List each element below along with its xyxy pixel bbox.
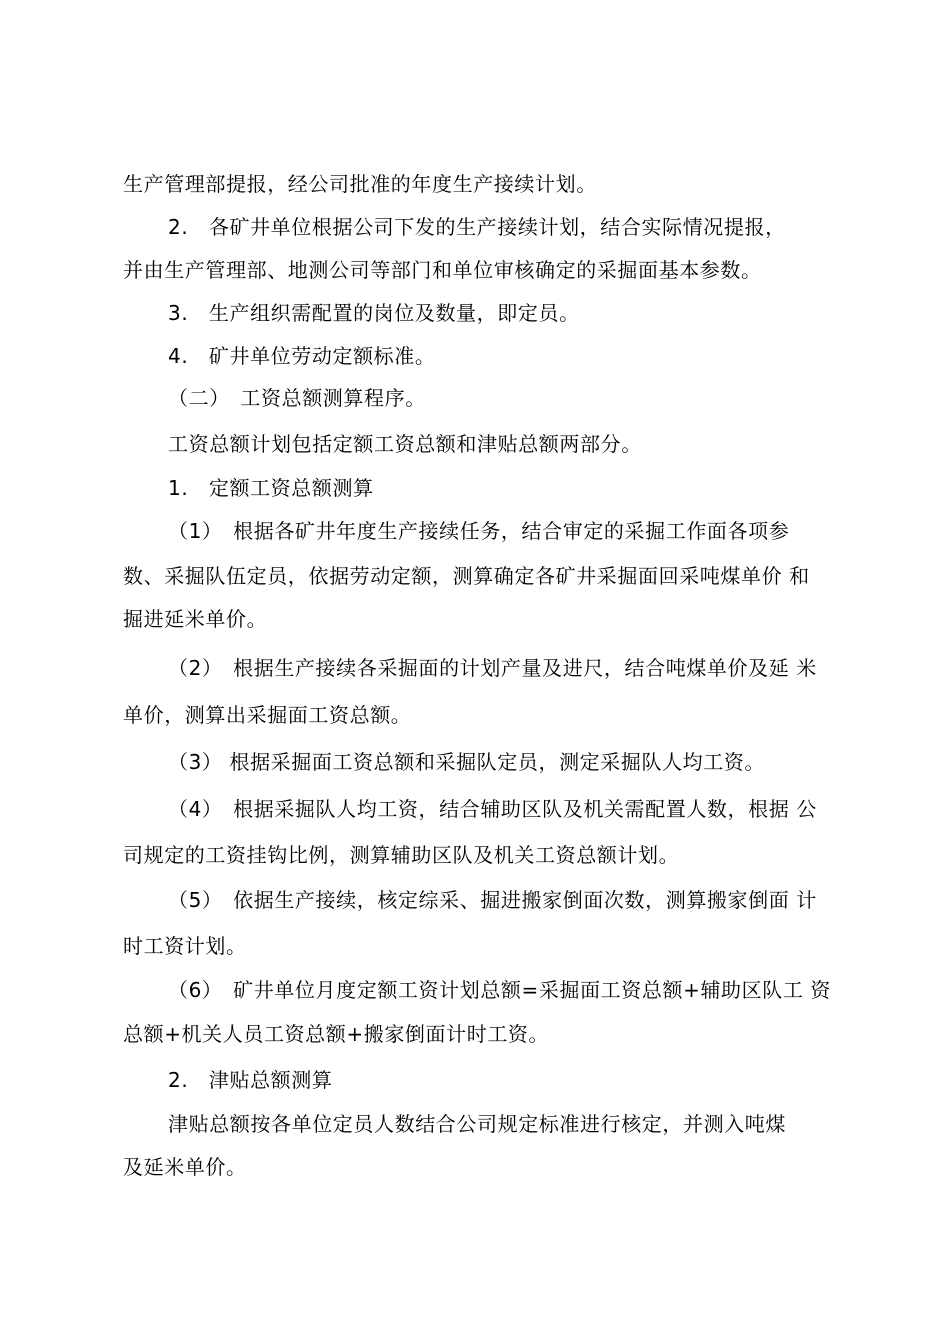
- text-line-13: 单价，测算出采掘面工资总额。: [123, 703, 412, 727]
- text-line-19: （6） 矿井单位月度定额工资计划总额=采掘面工资总额+辅助区队工 资: [168, 978, 831, 1002]
- text-line-7: 工资总额计划包括定额工资总额和津贴总额两部分。: [168, 432, 642, 456]
- text-line-12: （2） 根据生产接续各采掘面的计划产量及进尺，结合吨煤单价及延 米: [168, 656, 817, 680]
- text-line-3: 并由生产管理部、地测公司等部门和单位审核确定的采掘面基本参数。: [123, 258, 762, 282]
- text-line-22: 津贴总额按各单位定员人数结合公司规定标准进行核定，并测入吨煤: [168, 1112, 786, 1136]
- text-line-20: 总额+机关人员工资总额+搬家倒面计时工资。: [123, 1022, 550, 1046]
- text-line-21: 2. 津贴总额测算: [168, 1068, 333, 1092]
- text-line-14: （3） 根据采掘面工资总额和采掘队定员，测定采掘队人均工资。: [168, 750, 766, 774]
- text-line-1: 生产管理部提报，经公司批准的年度生产接续计划。: [123, 172, 597, 196]
- text-line-8: 1. 定额工资总额测算: [168, 476, 374, 500]
- text-line-17: （5） 依据生产接续，核定综采、掘进搬家倒面次数，测算搬家倒面 计: [168, 888, 817, 912]
- text-line-23: 及延米单价。: [123, 1155, 247, 1179]
- text-line-18: 时工资计划。: [123, 934, 247, 958]
- text-line-4: 3. 生产组织需配置的岗位及数量，即定员。: [168, 301, 580, 325]
- text-line-11: 掘进延米单价。: [123, 607, 268, 631]
- text-line-15: （4） 根据采掘队人均工资，结合辅助区队及机关需配置人数，根据 公: [168, 797, 817, 821]
- text-line-5: 4. 矿井单位劳动定额标准。: [168, 344, 436, 368]
- section-heading: （二） 工资总额测算程序。: [168, 386, 426, 410]
- text-line-9: （1） 根据各矿井年度生产接续任务，结合审定的采掘工作面各项参: [168, 519, 790, 543]
- text-line-2: 2. 各矿井单位根据公司下发的生产接续计划，结合实际情况提报，: [168, 215, 786, 239]
- text-line-10: 数、采掘队伍定员，依据劳动定额，测算确定各矿井采掘面回采吨煤单价 和: [123, 564, 810, 588]
- text-line-16: 司规定的工资挂钩比例，测算辅助区队及机关工资总额计划。: [123, 843, 680, 867]
